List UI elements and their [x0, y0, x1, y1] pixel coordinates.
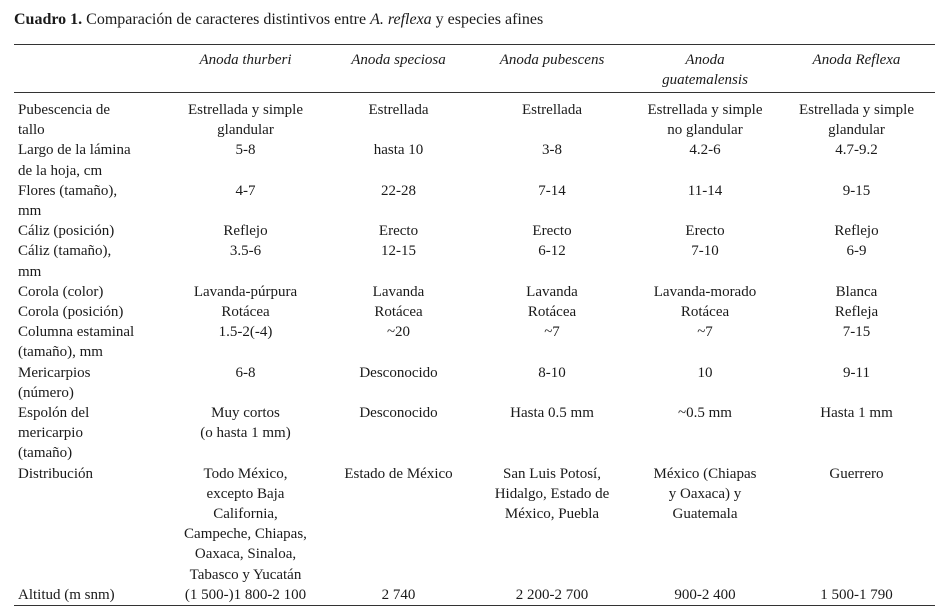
- table-cell: Erecto: [378, 223, 419, 240]
- row-label: Altitud (m snm): [14, 585, 166, 606]
- table-cell: 900-2 400: [632, 585, 778, 606]
- table-cell: 7-10: [691, 243, 719, 260]
- table-cell: Guerrero: [829, 465, 884, 482]
- row-label: Pubescencia de tallo: [18, 102, 111, 139]
- row-label: Espolón del mericarpio (tamaño): [18, 405, 90, 462]
- table-cell: 1 500-1 790: [778, 585, 935, 606]
- header-anoda-thurberi: Anoda thurberi: [199, 52, 292, 68]
- table-body: [14, 93, 935, 606]
- table-cell: 22-28: [381, 182, 416, 199]
- table-row: [14, 221, 935, 241]
- table-cell: ~7: [544, 324, 560, 341]
- table-cell: ~7: [697, 324, 713, 341]
- table-cell: Estrellada y simple glandular: [799, 102, 914, 139]
- table-cell: 7-15: [842, 324, 871, 341]
- table-cell: Rotácea: [221, 304, 270, 321]
- table-cell: Todo México, excepto Baja California, Campeche, Chiapas, Oaxaca, Sinaloa, Tabasco y Yucatán: [184, 465, 307, 583]
- caption-text-before: Comparación de caracteres distintivos entre: [82, 11, 371, 28]
- table-cell: 6-12: [538, 243, 566, 260]
- table-cell: Erecto: [532, 223, 572, 240]
- table-cell: Estado de México: [344, 465, 453, 482]
- table-cell: 3-8: [542, 142, 562, 159]
- table-cell: Reflejo: [834, 223, 879, 240]
- table-cell: Erecto: [685, 223, 725, 240]
- table-cell: Rotácea: [374, 304, 423, 321]
- table-cell: Rotácea: [680, 304, 730, 321]
- table-cell: ~20: [386, 324, 411, 341]
- row-label: Corola (color): [18, 283, 104, 300]
- row-label: Flores (tamaño), mm: [18, 182, 118, 220]
- comparison-table: [14, 44, 935, 606]
- caption-species: A. reflexa: [370, 11, 432, 28]
- table-cell: 10: [697, 364, 713, 381]
- caption-text-after: y especies afines: [431, 11, 544, 28]
- row-label: Largo de la lámina de la hoja, cm: [18, 142, 131, 179]
- header-anoda-reflexa: Anoda Reflexa: [812, 52, 901, 68]
- table-cell: 2 740: [325, 585, 472, 606]
- table-row: [14, 241, 935, 281]
- header-corner: [14, 45, 166, 93]
- table-row: [14, 464, 935, 585]
- table-cell: (1 500-)1 800-2 100: [166, 585, 325, 606]
- table-cell: 12-15: [381, 243, 416, 260]
- table-cell: Estrellada y simple glandular: [188, 102, 303, 139]
- table-cell: 6-8: [235, 364, 256, 381]
- table-cell: Blanca: [835, 283, 878, 300]
- table-cell: San Luis Potosí, Hidalgo, Estado de México, Puebla: [494, 465, 610, 523]
- table-cell: Desconocido: [359, 364, 438, 381]
- header-anoda-pubescens: Anoda pubescens: [499, 52, 605, 68]
- row-label: Corola (posición): [18, 304, 124, 321]
- table-cell: Lavanda-púrpura: [193, 283, 298, 300]
- table-cell: 6-9: [846, 243, 867, 260]
- row-label: Cáliz (posición): [18, 223, 115, 240]
- table-cell: 8-10: [538, 364, 566, 381]
- table-cell: 5-8: [235, 142, 256, 159]
- table-row: [14, 403, 935, 464]
- table-cell: Hasta 0.5 mm: [510, 405, 594, 422]
- table-cell: 9-15: [842, 182, 871, 199]
- table-cell: 1.5-2(-4): [218, 324, 273, 341]
- table-cell: Hasta 1 mm: [820, 405, 893, 422]
- table-row: [14, 282, 935, 302]
- table-cell: Reflejo: [223, 223, 268, 240]
- table-row: [14, 322, 935, 362]
- table-cell: 4-7: [235, 182, 256, 199]
- table-cell: Desconocido: [359, 405, 438, 422]
- table-cell: Estrellada: [522, 102, 582, 118]
- table-cell: Refleja: [834, 304, 879, 321]
- table-cell: 4.7-9.2: [835, 142, 878, 159]
- table-row: [14, 140, 935, 180]
- table-row: [14, 363, 935, 403]
- table-row: [14, 302, 935, 322]
- table-cell: 3.5-6: [229, 243, 262, 260]
- table-cell: ~0.5 mm: [678, 405, 732, 422]
- table-cell: 11-14: [687, 182, 723, 199]
- table-cell: Lavanda: [372, 283, 425, 300]
- table-cell: Muy cortos (o hasta 1 mm): [200, 405, 291, 442]
- row-label: Distribución: [18, 465, 93, 482]
- table-cell: 9-11: [843, 364, 870, 381]
- caption-prefix: Cuadro 1.: [14, 11, 83, 28]
- table-cell: Lavanda: [526, 283, 578, 300]
- table-cell: Lavanda-morado: [653, 283, 757, 300]
- table-cell: 2 200-2 700: [472, 585, 632, 606]
- table-cell: México (Chiapas y Oaxaca) y Guatemala: [653, 465, 757, 523]
- table-caption: [14, 10, 543, 30]
- table-cell: 4.2-6: [689, 142, 721, 159]
- row-label: Mericarpios (número): [18, 364, 91, 401]
- table-cell: Estrellada y simple no glandular: [647, 102, 763, 139]
- header-row: [14, 45, 935, 93]
- header-anoda-speciosa: Anoda speciosa: [351, 52, 446, 68]
- table-cell: 7-14: [538, 182, 566, 199]
- row-label: Columna estaminal (tamaño), mm: [18, 324, 135, 361]
- table-cell: Rotácea: [527, 304, 577, 321]
- row-label: Cáliz (tamaño), mm: [18, 243, 112, 280]
- table-cell: hasta 10: [373, 142, 424, 159]
- table-row: [14, 585, 935, 606]
- table-row: [14, 93, 935, 140]
- header-anoda-guatemalensis: Anoda guatemalensis: [662, 52, 748, 89]
- table-row: [14, 181, 935, 221]
- table-cell: Estrellada: [368, 102, 429, 118]
